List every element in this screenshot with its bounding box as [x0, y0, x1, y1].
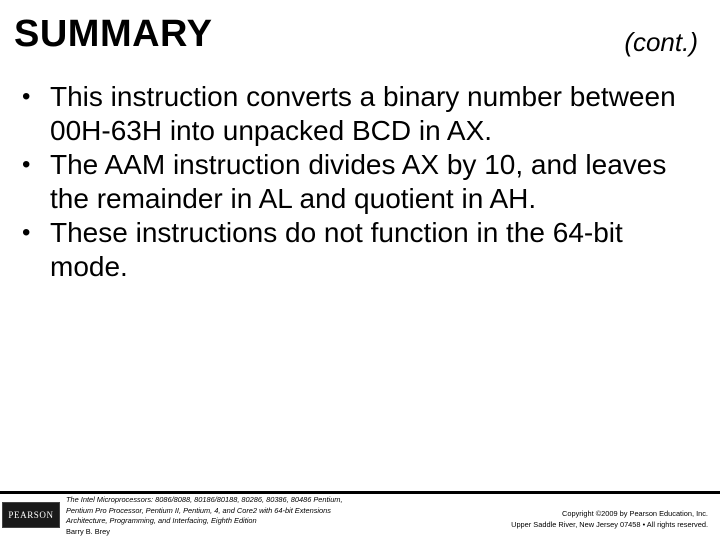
bullet-marker: • — [22, 83, 31, 110]
footer-divider — [0, 491, 720, 494]
book-ref-line: Pentium Pro Processor, Pentium II, Pentium, 4, and Core2 with 64-bit Extensions — [66, 505, 331, 515]
bullet-text: The AAM instruction divides AX by 10, and leaves the remainder in AL and quotient in AH. — [50, 149, 667, 214]
slide-title: SUMMARY — [14, 13, 213, 55]
copyright-line: Copyright ©2009 by Pearson Education, Inc. — [562, 509, 708, 518]
book-ref-line: Architecture, Programming, and Interfacing, Eighth Edition — [66, 516, 257, 525]
bullet-item — [22, 216, 682, 284]
copyright-notice — [511, 509, 708, 530]
book-author: Barry B. Brey — [66, 526, 110, 536]
book-reference — [66, 495, 386, 537]
bullet-marker: • — [22, 219, 31, 246]
copyright-line: Upper Saddle River, New Jersey 07458 • All rights reserved. — [511, 519, 708, 529]
pearson-logo — [2, 502, 60, 528]
bullet-text: This instruction converts a binary number between 00H-63H into unpacked BCD in AX. — [50, 81, 676, 146]
slide-subtitle: (cont.) — [624, 27, 698, 57]
bullet-list — [22, 80, 682, 284]
bullet-marker: • — [22, 151, 31, 178]
book-ref-line: The Intel Microprocessors: 8086/8088, 80186/80188, 80286, 80386, 80486 Pentium, — [66, 495, 343, 504]
bullet-item — [22, 148, 682, 216]
bullet-item — [22, 80, 682, 148]
bullet-text: These instructions do not function in the 64-bit mode. — [50, 217, 623, 282]
logo-text: PEARSON — [8, 510, 54, 520]
